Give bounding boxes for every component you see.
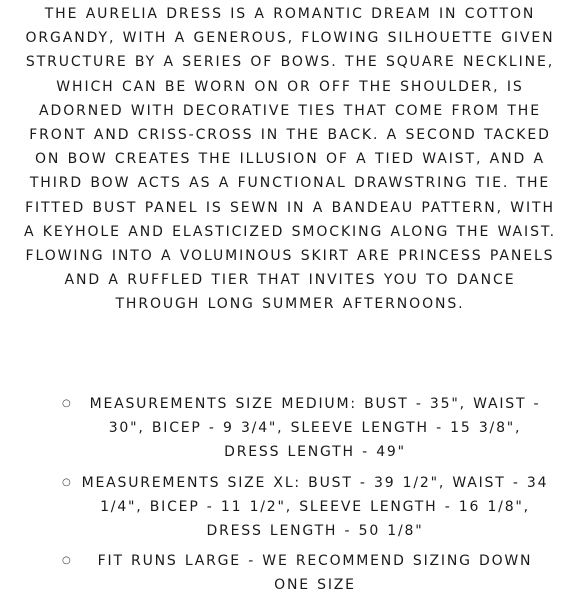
list-item-text: MEASUREMENTS SIZE XL: BUST - 39 1/2", WAIST - 34 1/4", BICEP - 11 1/2", SLEEVE LENGTH - 16 1/8", DRESS LENGTH - 50 1/8" [81, 474, 549, 540]
list-item-text: FIT RUNS LARGE - WE RECOMMEND SIZING DOWN ONE SIZE [97, 553, 533, 594]
circle-bullet-icon: ○ [62, 398, 71, 409]
circle-bullet-icon: ○ [62, 476, 71, 488]
list-item-measurements-xl [0, 471, 580, 544]
list-item-measurements-medium [0, 392, 580, 465]
product-description: THE AURELIA DRESS IS A ROMANTIC DREAM IN COTTON ORGANDY, WITH A GENEROUS, FLOWING SILHOUETTE GIVEN STRUCTURE BY A SERIES OF BOWS. THE SQUARE NECKLINE, WHICH CAN BE WORN ON OR OFF THE SHOULDER, IS ADORNED WITH DECORATIVE TIES THAT COME FROM THE FRONT AND CRISS-CROSS IN THE BACK. A SECOND TACKED ON BOW CREATES THE ILLUSION OF A TIED WAIST, AND A THIRD BOW ACTS AS A FUNCTIONAL DRAWSTRING TIE. THE FITTED BUST PANEL IS SEWN IN A BANDEAU PATTERN, WITH A KEYHOLE AND ELASTICIZED SMOCKING ALONG THE WAIST. FLOWING INTO A VOLUMINOUS SKIRT ARE PRINCESS PANELS AND A RUFFLED TIER THAT INVITES YOU TO DANCE THROUGH LONG SUMMER AFTERNOONS. [23, 6, 556, 313]
product-details-list [0, 392, 580, 604]
list-item-fit-note [0, 549, 580, 597]
circle-bullet-icon: ○ [62, 555, 71, 567]
list-item-text: MEASUREMENTS SIZE MEDIUM: BUST - 35", WAIST - 30", BICEP - 9 3/4", SLEEVE LENGTH - 15 3/8", DRESS LENGTH - 49" [89, 396, 541, 461]
